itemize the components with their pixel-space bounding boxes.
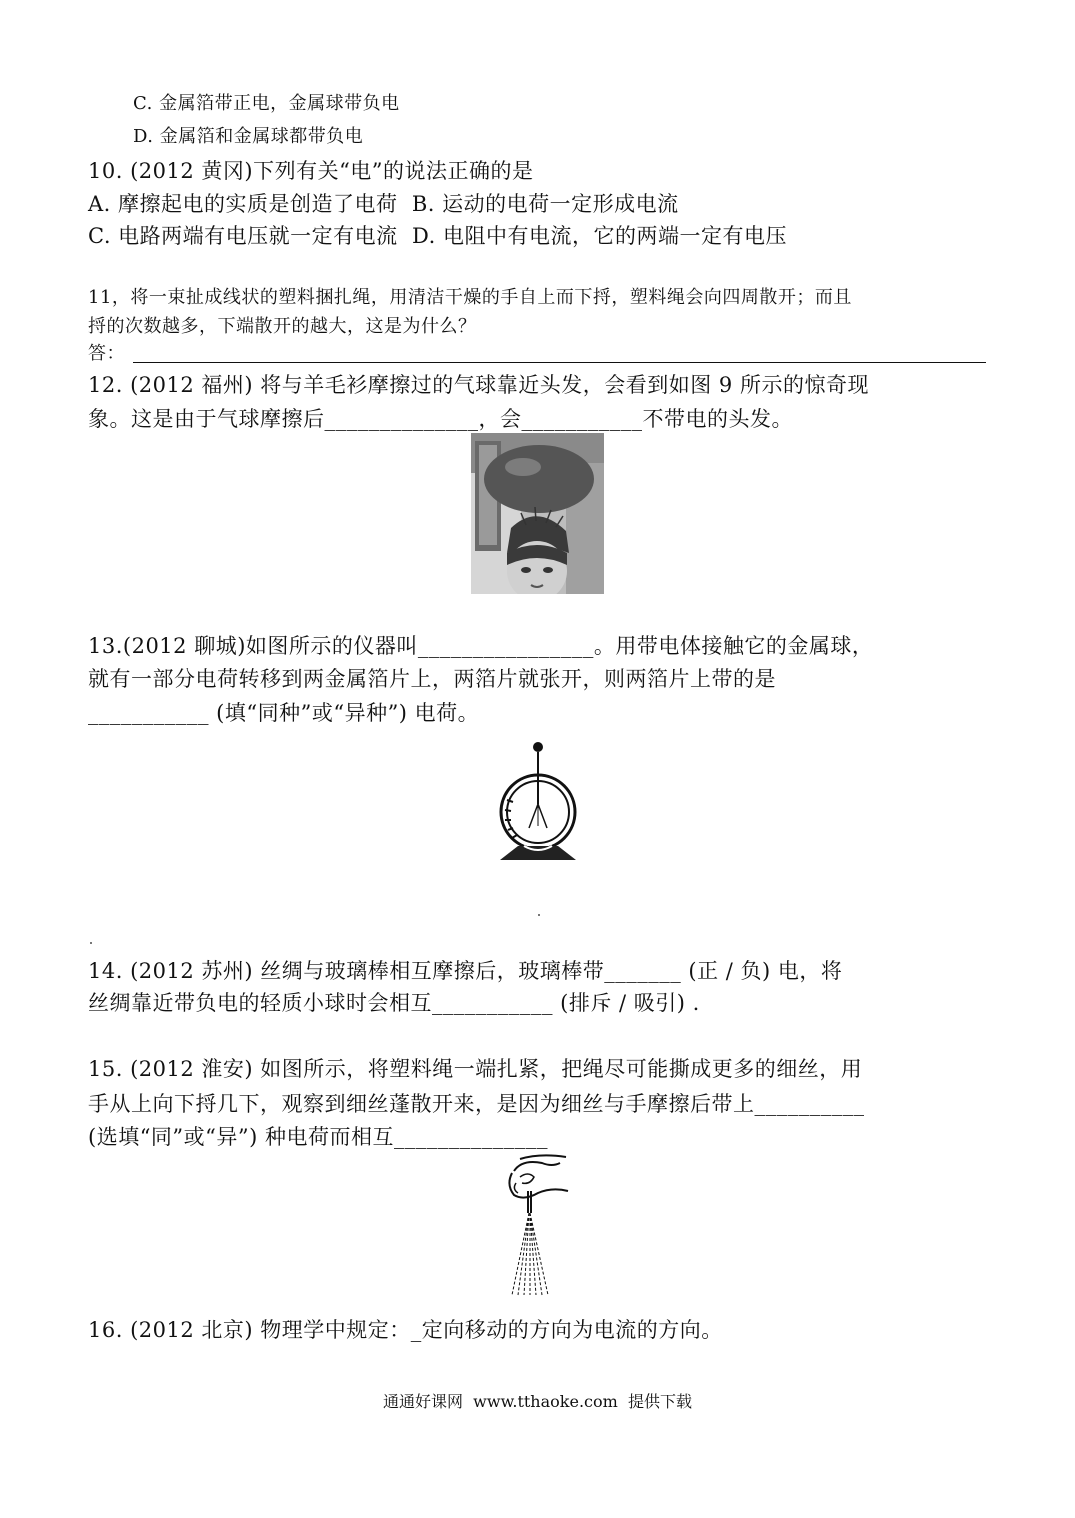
q11-answer-label: 答： [88, 343, 125, 364]
q11-answer-line [133, 362, 986, 363]
q14-line-2: 丝绸靠近带负电的轻质小球时会相互___________ (排斥 / 吸引) . [88, 991, 700, 1015]
balloon-hair-photo [471, 433, 604, 594]
q10-options-ab: A. 摩擦起电的实质是创造了电荷 B. 运动的电荷一定形成电流 [88, 192, 679, 216]
q13-line-3: ___________ (填“同种”或“异种”) 电荷。 [88, 701, 480, 725]
q16-line-1: 16. (2012 北京) 物理学中规定：_定向移动的方向为电流的方向。 [88, 1318, 723, 1342]
q13-line-1: 13.(2012 聊城)如图所示的仪器叫________________。用带电体接触它的金属球， [88, 634, 874, 658]
q9-option-c: C. 金属箔带正电，金属球带负电 [133, 93, 400, 114]
q13-line-2: 就有一部分电荷转移到两金属箔片上，两箔片就张开，则两箔片上带的是 [88, 667, 776, 691]
q15-line-1: 15. (2012 淮安) 如图所示，将塑料绳一端扎紧，把绳尽可能撕成更多的细丝，用 [88, 1057, 863, 1081]
q11-line-1: 11，将一束扯成线状的塑料捆扎绳，用清洁干燥的手自上而下捋，塑料绳会向四周散开；而且 [88, 287, 852, 308]
q12-line-2: 象。这是由于气球摩擦后______________，会___________不带电的头发。 [88, 407, 793, 431]
q15-line-3: (选填“同”或“异”) 种电荷而相互______________ [88, 1125, 549, 1149]
hand-rope-figure [500, 1153, 572, 1299]
electroscope-figure [494, 740, 582, 866]
q12-line-1: 12. (2012 福州) 将与羊毛衫摩擦过的气球靠近头发，会看到如图 9 所示的惊奇现 [88, 373, 869, 397]
page-footer: 通通好课网 www.tthaoke.com 提供下载 [383, 1392, 692, 1411]
q14-line-1: 14. (2012 苏州) 丝绸与玻璃棒相互摩擦后，玻璃棒带_______ (正 / 负) 电，将 [88, 959, 843, 983]
q9-option-d: D. 金属箔和金属球都带负电 [133, 126, 364, 147]
q15-line-2: 手从上向下捋几下，观察到细丝蓬散开来，是因为细丝与手摩擦后带上__________ [88, 1092, 865, 1116]
scan-speck [538, 914, 540, 916]
q10-stem: 10. (2012 黄冈)下列有关“电”的说法正确的是 [88, 159, 534, 183]
q10-options-cd: C. 电路两端有电压就一定有电流 D. 电阻中有电流，它的两端一定有电压 [88, 224, 787, 248]
scan-speck [90, 942, 92, 944]
q11-line-2: 捋的次数越多，下端散开的越大，这是为什么？ [88, 316, 477, 337]
